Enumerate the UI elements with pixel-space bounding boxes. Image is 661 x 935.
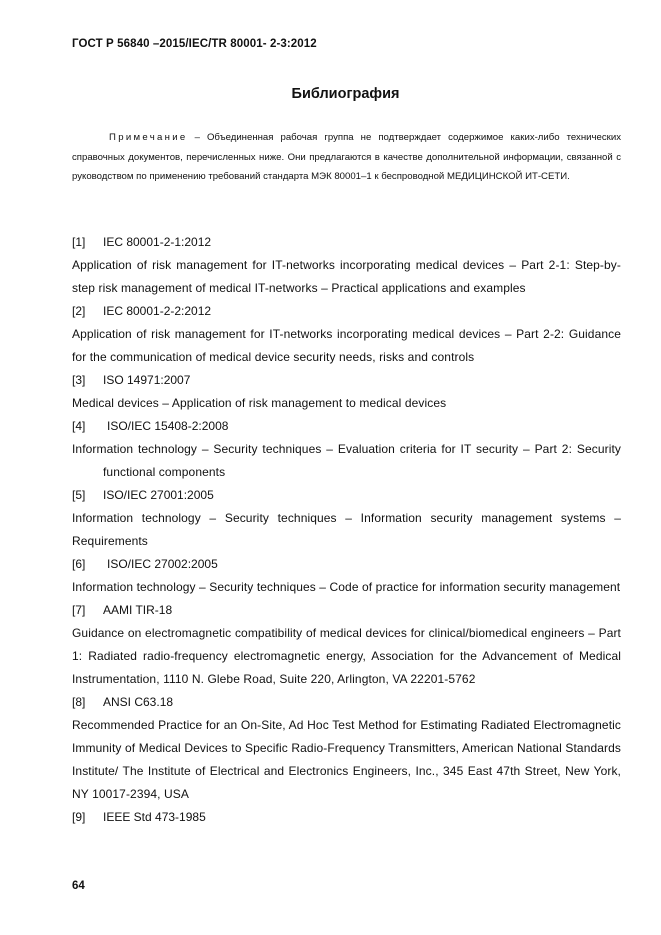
entry-heading [72,415,621,438]
document-code-header: ГОСТ Р 56840 –2015/IEC/TR 80001- 2-3:2012 [72,38,317,50]
entry-heading [72,484,621,507]
note-paragraph [72,128,621,187]
entry-heading [72,369,621,392]
entry-heading [72,231,621,254]
entry-number: [2] [72,304,86,318]
bibliography-list [72,231,621,829]
entry-title: Application of risk management for IT-networks incorporating medical devices – Part 2-1: Step-by-step risk management of medical IT-networks – Practical applications and examples [72,258,621,295]
bibliography-entry-5 [72,484,621,553]
entry-number: [1] [72,235,86,249]
entry-standard-code: IEC 80001-2-1:2012 [103,235,212,249]
entry-number: [8] [72,695,86,709]
entry-title: Application of risk management for IT-networks incorporating medical devices – Part 2-2: Guidance for the communication of medical device security needs, risks and controls [72,327,621,364]
entry-title: Recommended Practice for an On-Site, Ad Hoc Test Method for Estimating Radiated Electromagnetic Immunity of Medical Devices to Specific Radio-Frequency Transmitters, American National Standards Institute/ The Institute of Electrical and Electronics Engineers, Inc., 345 East 47th Street, New York, NY 10017-2394, USA [72,718,621,801]
entry-standard-code: ISO/IEC 27002:2005 [107,557,218,571]
entry-heading [72,806,621,829]
entry-title: Information technology – Security techniques – Information security management systems – Requirements [72,511,621,548]
bibliography-entry-6 [72,553,621,599]
page-number: 64 [72,880,85,892]
entry-number: [4] [72,419,86,433]
entry-number: [5] [72,488,86,502]
entry-heading [72,300,621,323]
entry-standard-code: ANSI C63.18 [103,695,174,709]
page-title: Библиография [291,86,400,102]
entry-standard-code: ISO/IEC 15408-2:2008 [107,419,229,433]
entry-title: Information technology – Security techniques – Code of practice for information security management [72,580,621,594]
bibliography-entry-7 [72,599,621,691]
entry-title: Guidance on electromagnetic compatibility of medical devices for clinical/biomedical engineers – Part 1: Radiated radio-frequency electromagnetic energy, Association for the Advancement of Medical Instrumentation, 1110 N. Glebe Road, Suite 220, Arlington, VA 22201-5762 [72,626,621,686]
bibliography-entry-4 [72,415,621,484]
note-label: Примечание [109,132,188,143]
entry-standard-code: ISO/IEC 27001:2005 [103,488,214,502]
entry-standard-code: AAMI TIR-18 [103,603,173,617]
bibliography-entry-3 [72,369,621,415]
note-text: – Объединенная рабочая группа не подтверждает содержимое каких-либо технических справочных документов, перечисленных ниже. Они предлагаются в качестве дополнительной информации, связанной с руководством по применению требований стандарта МЭК 80001–1 к беспроводной МЕДИЦИНСКОЙ ИТ-СЕТИ. [72,132,621,182]
entry-number: [3] [72,373,86,387]
entry-title: Medical devices – Application of risk management to medical devices [72,396,447,410]
entry-standard-code: IEEE Std 473-1985 [103,810,206,824]
entry-heading [72,691,621,714]
entry-number: [6] [72,557,86,571]
entry-title: Information technology – Security techniques – Evaluation criteria for IT security – Part 2: Security functional components [72,442,621,479]
bibliography-entry-2 [72,300,621,369]
entry-heading [72,553,621,576]
bibliography-entry-8 [72,691,621,806]
entry-number: [7] [72,603,86,617]
entry-standard-code: ISO 14971:2007 [103,373,191,387]
bibliography-entry-9 [72,806,621,829]
entry-number: [9] [72,810,86,824]
entry-standard-code: IEC 80001-2-2:2012 [103,304,212,318]
bibliography-entry-1 [72,231,621,300]
entry-heading [72,599,621,622]
